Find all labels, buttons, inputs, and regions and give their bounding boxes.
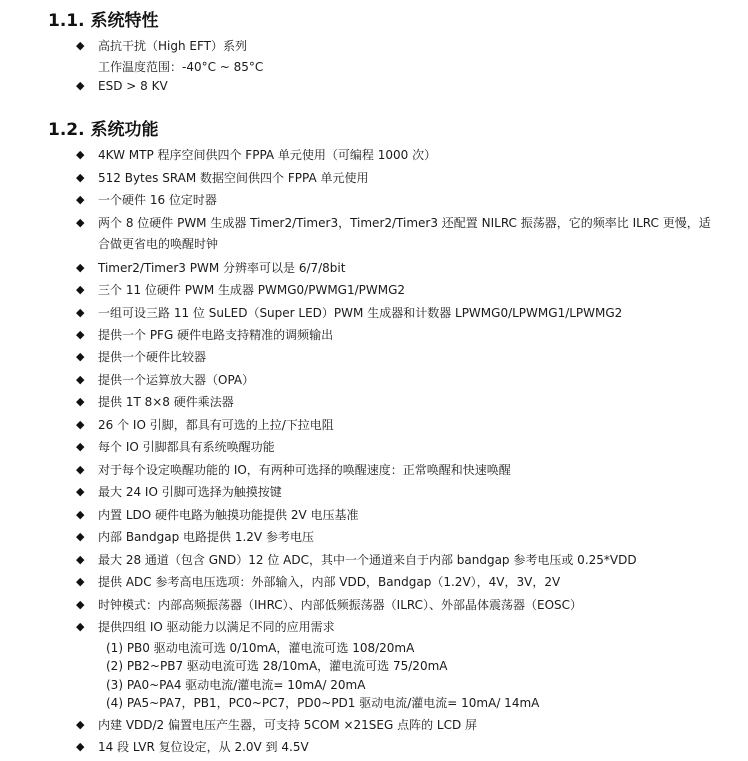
diamond-bullet-icon: ◆ [76,328,85,341]
diamond-bullet-icon: ◆ [76,395,85,408]
diamond-bullet-icon: ◆ [76,283,85,296]
diamond-bullet-icon: ◆ [76,216,85,229]
list-item-text: 每个 IO 引脚都具有系统唤醒功能 [98,440,275,454]
list-item-text: 提供一个硬件比较器 [98,350,207,364]
list-item-text: 两个 8 位硬件 PWM 生成器 Timer2/Timer3，Timer2/Timer3 还配置 NILRC 振荡器，它的频率比 ILRC 更慢，适 [98,216,711,230]
section-heading-1-1: 1.1. 系统特性 [48,11,159,31]
list-item-text: 一组可设三路 11 位 SuLED（Super LED）PWM 生成器和计数器 LPWMG0/LPWMG1/LPWMG2 [98,306,623,320]
diamond-bullet-icon: ◆ [76,373,85,386]
diamond-bullet-icon: ◆ [76,440,85,453]
diamond-bullet-icon: ◆ [76,530,85,543]
list-item-text: 内部 Bandgap 电路提供 1.2V 参考电压 [98,530,314,544]
list-item-text: 提供 ADC 参考高电压选项：外部输入，内部 VDD，Bandgap（1.2V），4V，3V，2V [98,575,561,589]
sub-list-item-text: (2) PB2~PB7 驱动电流可选 28/10mA，灌电流可选 75/20mA [106,659,448,673]
diamond-bullet-icon: ◆ [76,575,85,588]
list-item-text: 提供一个 PFG 硬件电路支持精准的调频输出 [98,328,334,342]
list-item-text: 时钟模式：内部高频振荡器（IHRC）、内部低频振荡器（ILRC）、外部晶体震荡器（EOSC） [98,598,583,612]
diamond-bullet-icon: ◆ [76,39,85,52]
diamond-bullet-icon: ◆ [76,620,85,633]
diamond-bullet-icon: ◆ [76,508,85,521]
diamond-bullet-icon: ◆ [76,598,85,611]
list-item-text: ESD > 8 KV [98,79,168,93]
diamond-bullet-icon: ◆ [76,306,85,319]
diamond-bullet-icon: ◆ [76,79,85,92]
diamond-bullet-icon: ◆ [76,148,85,161]
list-item-text: 512 Bytes SRAM 数据空间供四个 FPPA 单元使用 [98,171,369,185]
list-item-text: 内建 VDD/2 偏置电压产生器，可支持 5COM ×21SEG 点阵的 LCD 屏 [98,718,478,732]
diamond-bullet-icon: ◆ [76,463,85,476]
list-item-text: 26 个 IO 引脚，都具有可选的上拉/下拉电阻 [98,418,334,432]
diamond-bullet-icon: ◆ [76,553,85,566]
list-item-text: 4KW MTP 程序空间供四个 FPPA 单元使用（可编程 1000 次） [98,148,437,162]
diamond-bullet-icon: ◆ [76,740,85,753]
list-item-text: 对于每个设定唤醒功能的 IO，有两种可选择的唤醒速度：正常唤醒和快速唤醒 [98,463,511,477]
list-item-text: 提供 1T 8×8 硬件乘法器 [98,395,234,409]
list-item-text: 高抗干扰（High EFT）系列 [98,39,247,53]
list-item-text: 14 段 LVR 复位设定，从 2.0V 到 4.5V [98,740,309,754]
sub-list-item-text: (3) PA0~PA4 驱动电流/灌电流= 10mA/ 20mA [106,678,366,692]
list-item-text: 提供四组 IO 驱动能力以满足不同的应用需求 [98,620,335,634]
list-item-continuation-text: 合做更省电的唤醒时钟 [98,237,219,251]
diamond-bullet-icon: ◆ [76,171,85,184]
list-item-text: 内置 LDO 硬件电路为触摸功能提供 2V 电压基准 [98,508,359,522]
diamond-bullet-icon: ◆ [76,718,85,731]
list-item-continuation-text: 工作温度范围：-40°C ~ 85°C [98,60,264,74]
diamond-bullet-icon: ◆ [76,261,85,274]
diamond-bullet-icon: ◆ [76,350,85,363]
sub-list-item-text: (4) PA5~PA7，PB1，PC0~PC7，PD0~PD1 驱动电流/灌电流= 10mA/ 14mA [106,696,540,710]
list-item-text: 最大 28 通道（包含 GND）12 位 ADC，其中一个通道来自于内部 bandgap 参考电压或 0.25*VDD [98,553,637,567]
list-item-text: 最大 24 IO 引脚可选择为触摸按键 [98,485,282,499]
list-item-text: 提供一个运算放大器（OPA） [98,373,255,387]
diamond-bullet-icon: ◆ [76,418,85,431]
list-item-text: 三个 11 位硬件 PWM 生成器 PWMG0/PWMG1/PWMG2 [98,283,406,297]
list-item-text: Timer2/Timer3 PWM 分辨率可以是 6/7/8bit [98,261,346,275]
sub-list-item-text: (1) PB0 驱动电流可选 0/10mA，灌电流可选 108/20mA [106,641,415,655]
diamond-bullet-icon: ◆ [76,193,85,206]
section-heading-1-2: 1.2. 系统功能 [48,120,159,140]
diamond-bullet-icon: ◆ [76,485,85,498]
list-item-text: 一个硬件 16 位定时器 [98,193,217,207]
